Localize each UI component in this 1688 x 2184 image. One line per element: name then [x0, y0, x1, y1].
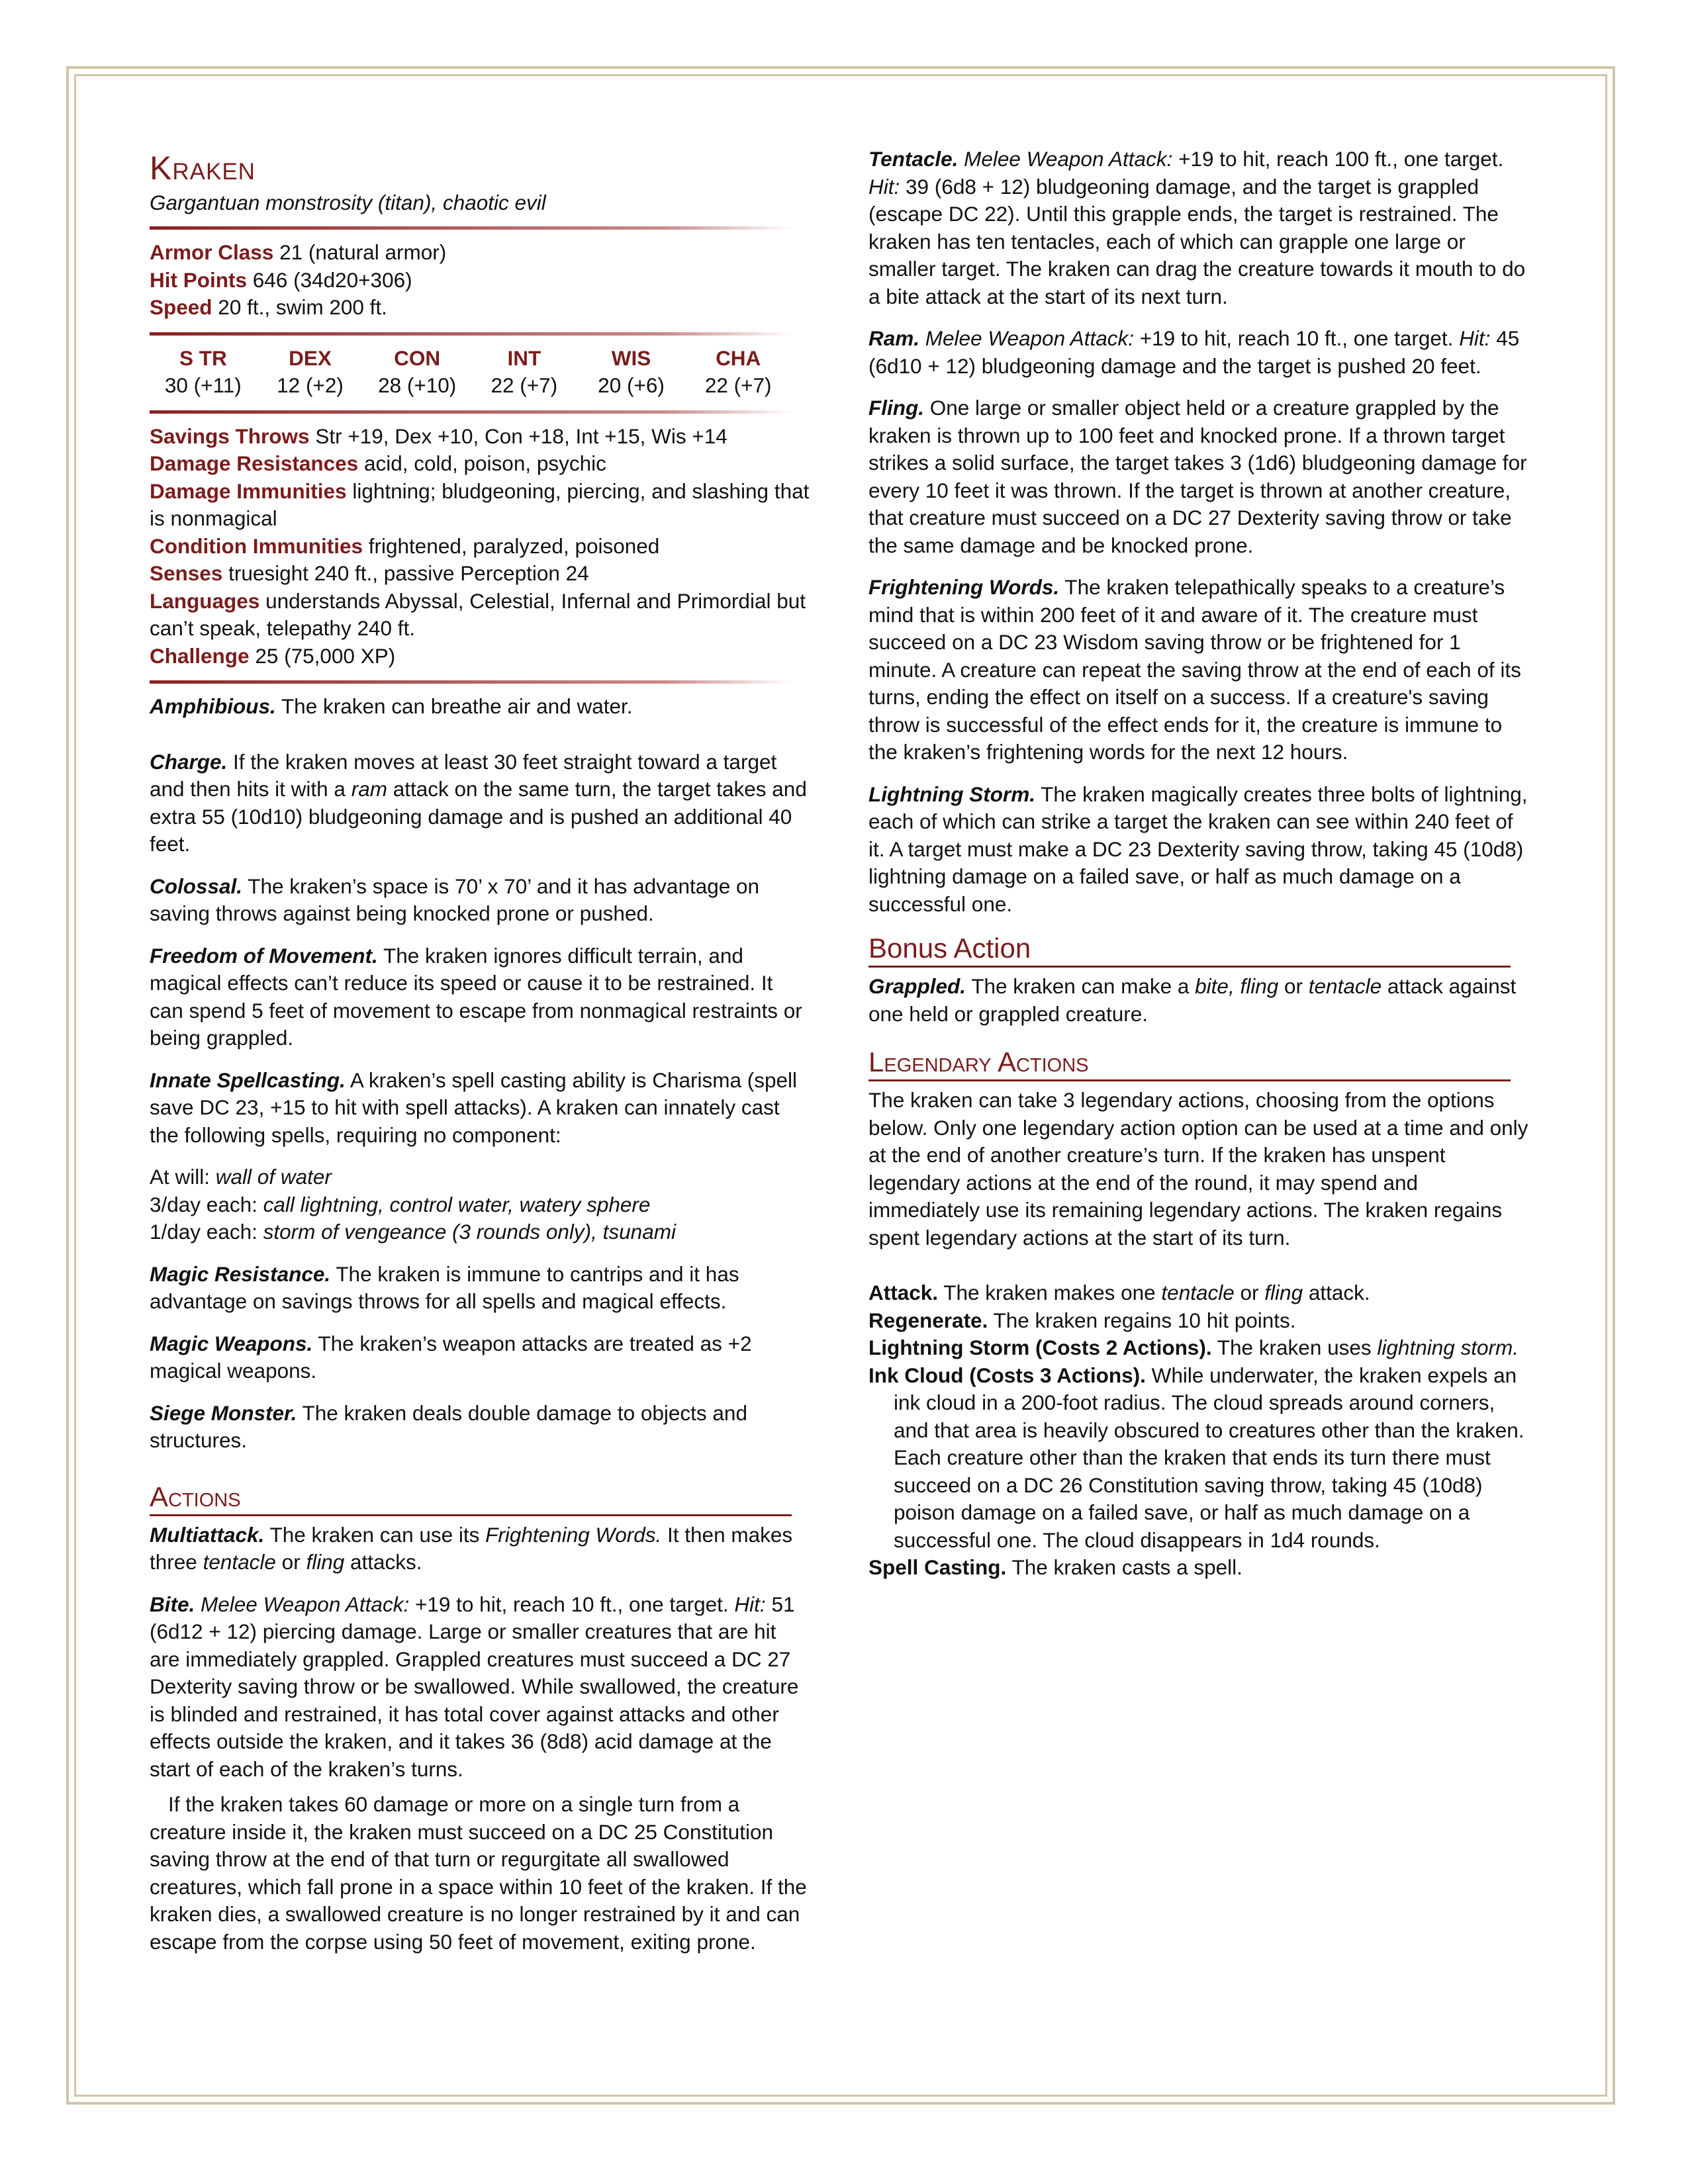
monster-name: Kraken — [150, 150, 256, 187]
damage-immunities: Damage Immunities lightning; bludgeoning, piercing, and slashing that is nonmagical — [150, 478, 810, 530]
action-lightning-storm: Lightning Storm. The kraken magically creates three bolts of lightning, each of which can strike a target the kraken can see within 240 feet of it. A target must make a DC 23 Dexterity saving throw, taking 45 (10d8) lightning damage on a failed save, or half as much damage on a successful one. — [868, 782, 1528, 916]
action-bite-swallow: If the kraken takes 60 damage or more on a single turn from a creature inside it, the kraken must succeed on a DC 25 Constitution saving throw at the end of that turn or regurgitate all swallowed creatures, which fall prone in a space within 10 feet of the kraken. If the kraken dies, a swallowed creature is no longer restrained by it and can escape from the corpse using 50 feet of movement, exiting prone. — [150, 1792, 807, 1954]
languages: Languages understands Abyssal, Celestial, Infernal and Primordial but can’t speak, telepathy 240 ft. — [150, 588, 806, 640]
legendary-spell-casting: Spell Casting. The kraken casts a spell. — [868, 1555, 1243, 1579]
legendary-attack: Attack. The kraken makes one tentacle or fling attack. — [868, 1281, 1370, 1304]
action-bite: Bite. Melee Weapon Attack: +19 to hit, reach 10 ft., one target. Hit: 51 (6d12 + 12) piercing damage. Large or smaller creatures that are hit are immediately grappled. Grappled creatures must succeed a DC 27 Dexterity saving throw or be swallowed. While swallowed, the creature is blinded and restrained, it has total cover against attacks and other effects outside the kraken, and it takes 36 (8d8) acid damage at the start of each of the kraken’s turns. — [150, 1592, 799, 1781]
action-multiattack: Multiattack. The kraken can use its Frightening Words. It then makes three tentacle or fling attacks. — [150, 1522, 793, 1574]
spell-at-will: At will: wall of water — [150, 1165, 332, 1189]
trait-magic-weapons: Magic Weapons. The kraken’s weapon attacks are treated as +2 magical weapons. — [150, 1331, 752, 1383]
legendary-regenerate: Regenerate. The kraken regains 10 hit points. — [868, 1308, 1296, 1332]
trait-charge: Charge. If the kraken moves at least 30 feet straight toward a target and then hits it with a ram attack on the same turn, the target takes and extra 55 (10d10) bludgeoning damage and is pushed an additional 40 feet. — [150, 749, 807, 856]
spell-3-day: 3/day each: call lightning, control water, watery sphere — [150, 1192, 651, 1216]
action-frightening-words: Frightening Words. The kraken telepathically speaks to a creature’s mind that is within 200 feet of it and aware of it. The creature must succeed on a DC 23 Wisdom saving throw or be frightened for 1 minute. A creature can repeat the saving throw at the end of each of its turns, ending the effect on itself on a success. If a creature's saving throw is successful of the effect ends for it, the creature is immune to the kraken’s frightening words for the next 12 hours. — [868, 575, 1521, 764]
ability-str: S TR 30 (+11) — [164, 345, 242, 397]
trait-amphibious: Amphibious. The kraken can breathe air and water. — [150, 694, 633, 718]
trait-freedom-of-movement: Freedom of Movement. The kraken ignores difficult terrain, and magical effects can’t reduce its speed or cause it to be restrained. It can spend 5 feet of movement to escape from nonmagical restraints or being grappled. — [150, 943, 802, 1050]
divider-rule — [150, 410, 792, 414]
left-column — [150, 146, 812, 1956]
spell-1-day: 1/day each: storm of vengeance (3 rounds only), tsunami — [150, 1220, 676, 1244]
action-ram: Ram. Melee Weapon Attack: +19 to hit, reach 10 ft., one target. Hit: 45 (6d10 + 12) bludgeoning damage and the target is pushed 20 feet. — [868, 326, 1520, 378]
monster-type: Gargantuan monstrosity (titan), chaotic evil — [150, 191, 546, 214]
trait-magic-resistance: Magic Resistance. The kraken is immune to cantrips and it has advantage on savings throws for all spells and magical effects. — [150, 1261, 739, 1313]
trait-siege-monster: Siege Monster. The kraken deals double damage to objects and structures. — [150, 1400, 747, 1452]
legendary-lightning-storm: Lightning Storm (Costs 2 Actions). The kraken uses lightning storm. — [868, 1336, 1519, 1359]
divider-rule — [150, 332, 792, 336]
divider-rule — [150, 226, 792, 230]
action-fling: Fling. One large or smaller object held or a creature grappled by the kraken is thrown up to 100 feet and knocked prone. If a thrown target strikes a solid surface, the target takes 3 (1d6) bludgeoning damage for every 10 feet it was thrown. If the target is thrown at another creature, that creature must succeed on a DC 27 Dexterity saving throw or take the same damage and be knocked prone. — [868, 396, 1527, 557]
damage-resistances: Damage Resistances acid, cold, poison, psychic — [150, 451, 606, 475]
armor-class: Armor Class 21 (natural armor) — [150, 240, 447, 264]
trait-colossal: Colossal. The kraken’s space is 70’ x 70’ and it has advantage on saving throws against being knocked prone or pushed. — [150, 874, 760, 925]
legendary-intro: The kraken can take 3 legendary actions, choosing from the options below. Only one legendary action option can be used at a time and only at the end of another creature’s turn. If the kraken has unspent legendary actions at the end of the round, it may spend and immediately use its remaining legendary actions. The kraken regains spent legendary actions at the start of its turn. — [868, 1088, 1528, 1250]
legendary-actions-heading: Legendary Actions — [868, 1046, 1511, 1081]
challenge: Challenge 25 (75,000 XP) — [150, 643, 396, 668]
ability-dex: DEX 12 (+2) — [277, 345, 344, 397]
saving-throws: Savings Throws Str +19, Dex +10, Con +18, Int +15, Wis +14 — [150, 424, 727, 448]
ability-wis: WIS 20 (+6) — [598, 345, 665, 397]
condition-immunities: Condition Immunities frightened, paralyzed, poisoned — [150, 533, 660, 558]
ability-con: CON 28 (+10) — [378, 345, 457, 397]
hit-points: Hit Points 646 (34d20+306) — [150, 267, 412, 292]
actions-heading: Actions — [150, 1481, 792, 1516]
senses: Senses truesight 240 ft., passive Perception 24 — [150, 561, 589, 585]
speed: Speed 20 ft., swim 200 ft. — [150, 295, 387, 319]
bonus-grappled: Grappled. The kraken can make a bite, fling or tentacle attack against one held or grappled creature. — [868, 974, 1517, 1026]
trait-innate-spellcasting: Innate Spellcasting. A kraken’s spell casting ability is Charisma (spell save DC 23, +15 to hit with spell attacks). A kraken can innately cast the following spells, requiring no component: — [150, 1068, 798, 1147]
ability-scores — [150, 345, 792, 400]
bonus-action-heading: Bonus Action — [868, 933, 1511, 968]
divider-rule — [150, 680, 792, 684]
ability-int: INT 22 (+7) — [491, 345, 558, 397]
right-column — [868, 146, 1530, 1582]
action-tentacle: Tentacle. Melee Weapon Attack: +19 to hit, reach 100 ft., one target. Hit: 39 (6d8 + 12) bludgeoning damage, and the target is grappled (escape DC 22). Until this grapple ends, the target is restrained. The kraken has ten tentacles, each of which can grapple one large or smaller target. The kraken can drag the creature towards it mouth to do a bite attack at the start of its next turn. — [868, 147, 1526, 308]
ability-cha: CHA 22 (+7) — [704, 345, 772, 397]
legendary-ink-cloud: Ink Cloud (Costs 3 Actions). While underwater, the kraken expels an ink cloud in a 200-foot radius. The cloud spreads around corners, and that area is heavily obscured to creatures other than the kraken. Each creature other than the kraken that ends its turn there must succeed on a DC 26 Constitution saving throw, taking 45 (10d8) poison damage on a failed save, or half as much damage on a successful one. The cloud disappears in 1d4 rounds. — [868, 1363, 1524, 1552]
